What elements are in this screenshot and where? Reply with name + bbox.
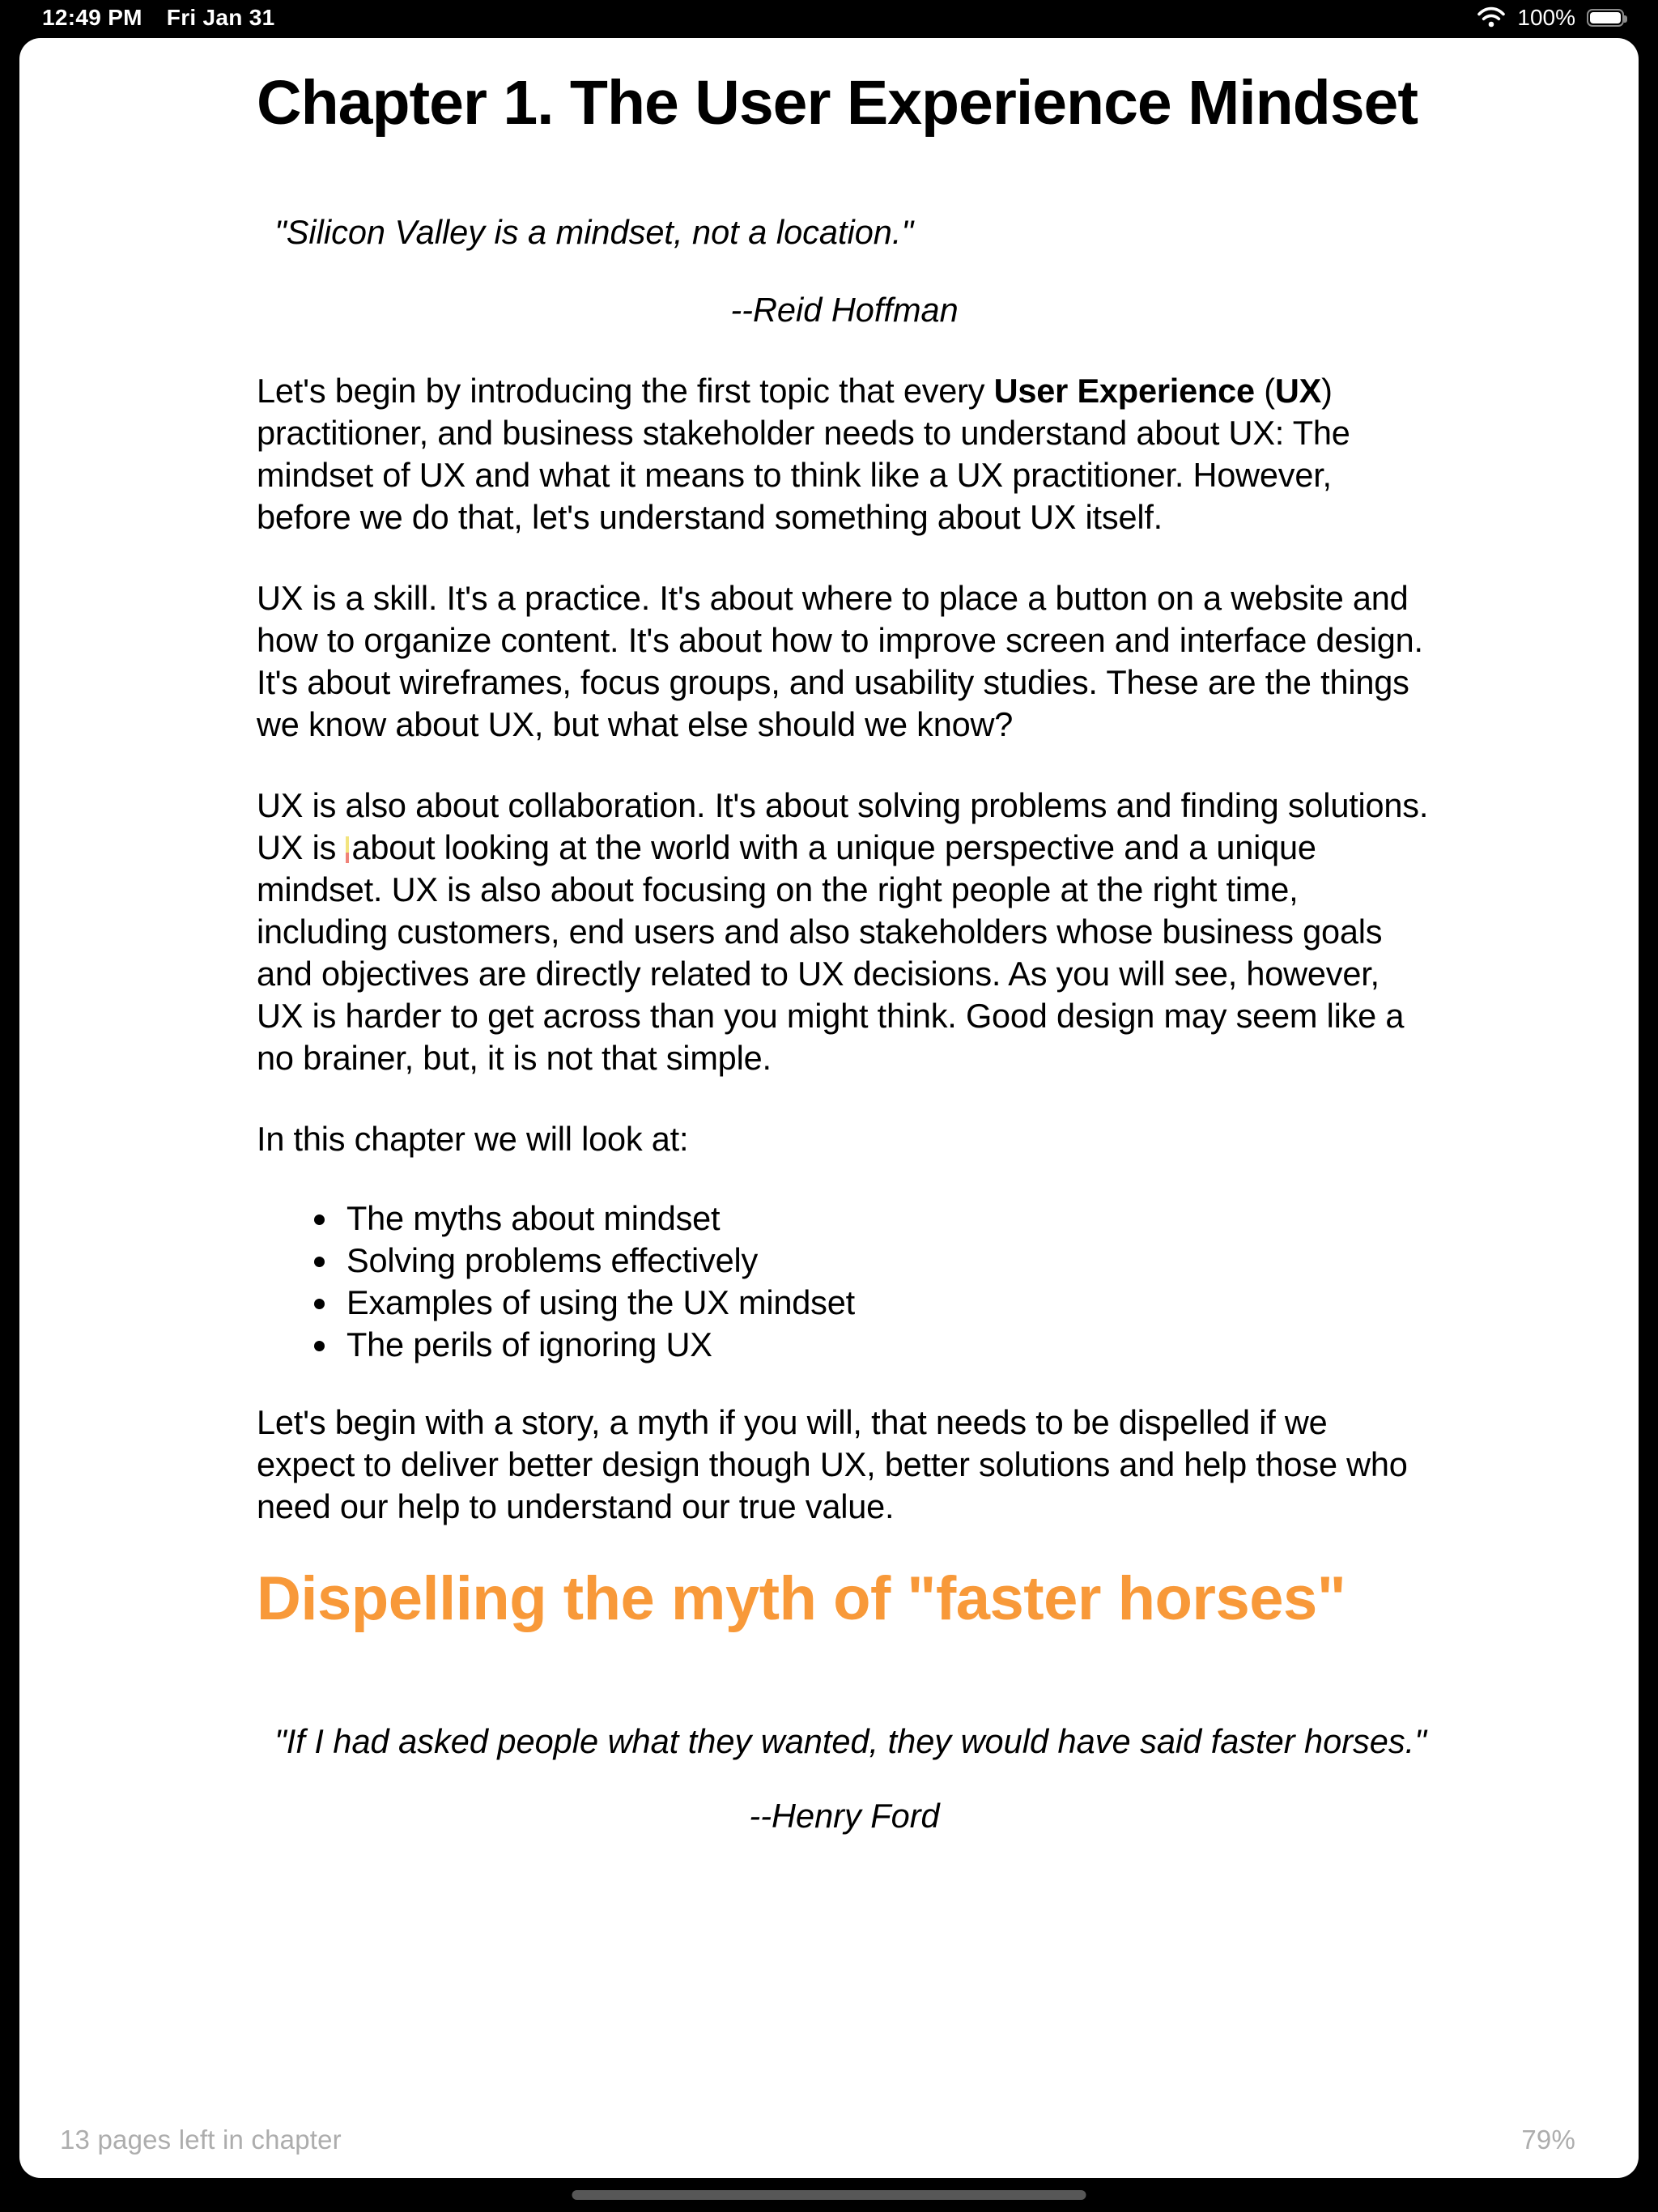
epigraph-attribution-2: --Henry Ford	[749, 1797, 940, 1835]
bottom-strip	[0, 2178, 1658, 2212]
section-heading: Dispelling the myth of "faster horses"	[257, 1564, 1346, 1633]
battery-nub	[1624, 15, 1627, 23]
bold-term-ux: UX	[1274, 372, 1322, 410]
status-time: 12:49 PM	[42, 4, 142, 30]
list-item: • Examples of using the UX mindset	[340, 1282, 1432, 1324]
list-item: • The myths about mindset	[340, 1197, 1432, 1240]
epigraph-attribution: --Reid Hoffman	[730, 291, 959, 329]
page-footer	[60, 2125, 1575, 2155]
status-left	[42, 5, 275, 31]
battery-percent-label: 100%	[1517, 4, 1575, 30]
home-indicator[interactable]	[572, 2190, 1086, 2200]
paragraph-3: UX is also about collaboration. It's about solving problems and finding solutions. UX is about looking at the world with a unique perspective and a unique mindset. UX is also about focusing on the right people at the right time, including customers, end users and also stakeholders whose business goals and objectives are directly related to UX decisions. As you will see, however, UX is harder to get across than you might think. Good design may seem like a no brainer, but, it is not that simple.	[257, 786, 1429, 1077]
paragraph-2: UX is a skill. It's a practice. It's about where to place a button on a website and how to organize content. It's about how to improve screen and interface design. It's about wireframes, focus groups, and usability studies. These are the things we know about UX, but what else should we know?	[257, 579, 1423, 743]
status-right	[1477, 5, 1624, 31]
status-date: Fri Jan 31	[166, 4, 275, 30]
paragraph-1-text: Let's begin by introducing the first topic that every	[257, 372, 994, 410]
chapter-list-intro: In this chapter we will look at:	[257, 1120, 689, 1158]
list-item: • Solving problems effectively	[340, 1240, 1432, 1282]
chapter-topics-list	[257, 1197, 1432, 1366]
epigraph-quote-2: "If I had asked people what they wanted, they would have said faster horses."	[274, 1722, 1426, 1760]
wifi-icon	[1477, 6, 1506, 28]
epigraph-quote: "Silicon Valley is a mindset, not a location."	[274, 213, 914, 251]
status-bar	[0, 0, 1658, 38]
page-content	[257, 38, 1432, 1837]
chapter-title: Chapter 1. The User Experience Mindset	[257, 68, 1418, 138]
annotation-caret-marker	[346, 836, 349, 863]
battery-fill	[1590, 12, 1621, 23]
reader-page[interactable]	[19, 38, 1639, 2178]
pages-left-label: 13 pages left in chapter	[60, 2125, 342, 2155]
battery-icon	[1587, 9, 1624, 27]
bold-term-user-experience: User Experience	[993, 372, 1255, 410]
progress-percent-label: 79%	[1521, 2125, 1575, 2155]
paragraph-1: Let's begin by introducing the first topic that every User Experience (UX) practitioner, and business stakeholder needs to understand about UX: The mindset of UX and what it means to think like a UX practitioner. However, before we do that, let's understand something about UX itself.	[257, 372, 1350, 536]
list-item: • The perils of ignoring UX	[340, 1324, 1432, 1366]
paragraph-4: Let's begin with a story, a myth if you will, that needs to be dispelled if we expect to deliver better design though UX, better solutions and help those who need our help to understand our true value.	[257, 1403, 1408, 1525]
